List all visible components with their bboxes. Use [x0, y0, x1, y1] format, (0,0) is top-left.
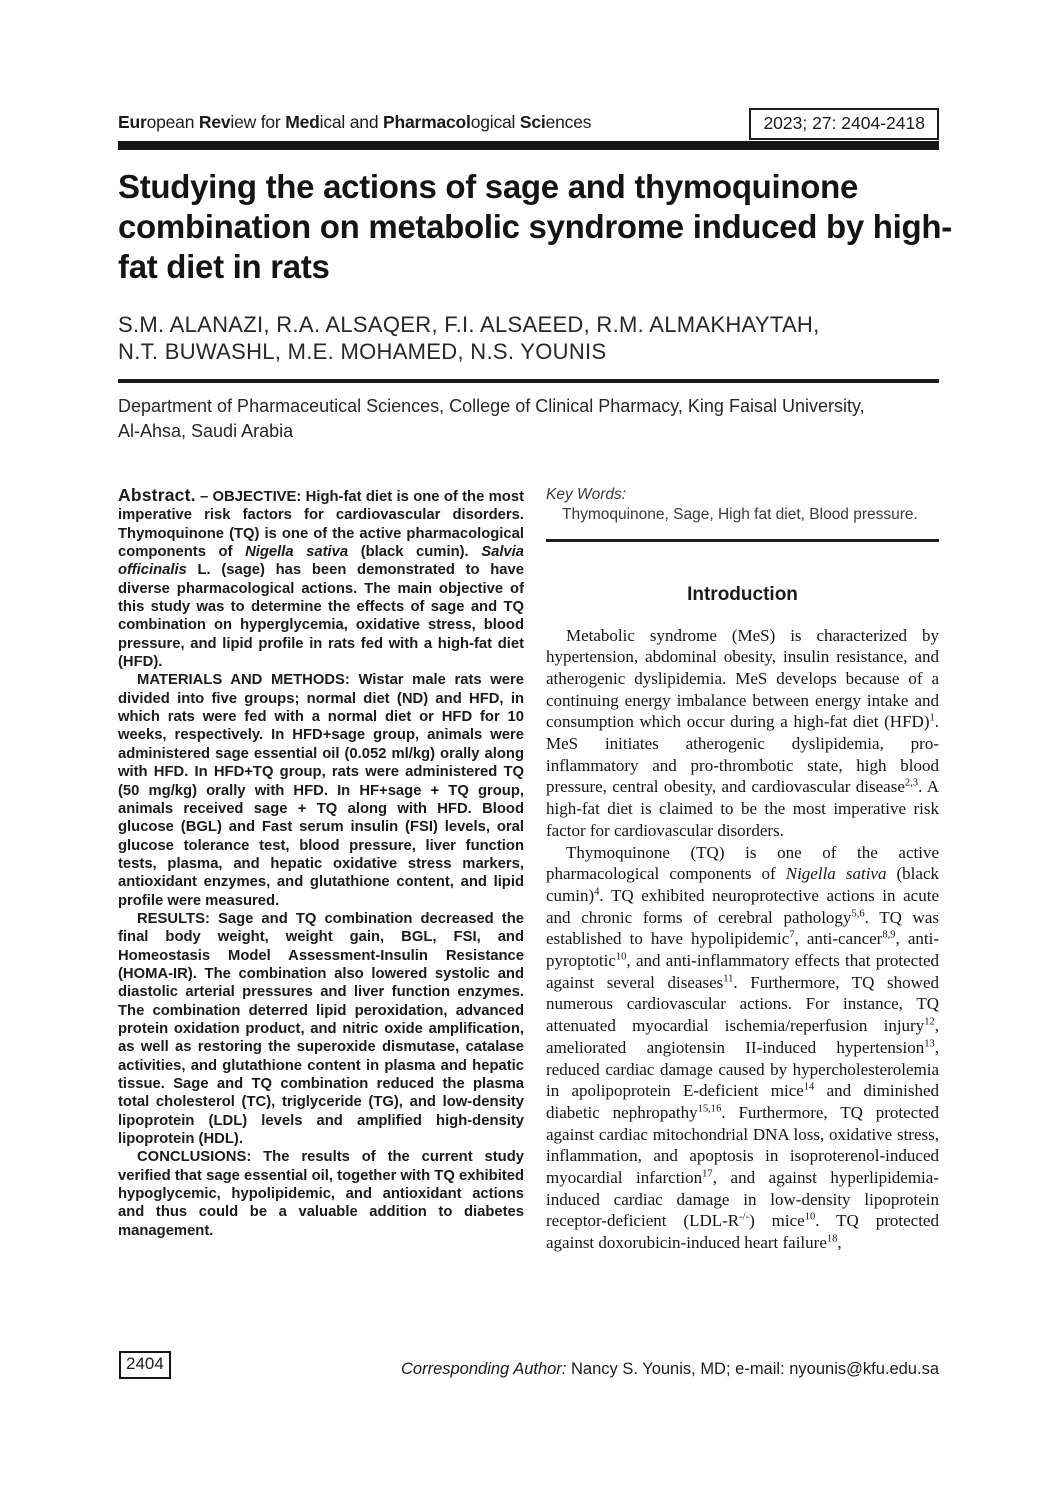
corresponding-author-text: Nancy S. Younis, MD; e-mail: nyounis@kfu.edu.sa — [570, 1360, 939, 1378]
journal-title-segment: opean — [146, 112, 199, 132]
authors-block — [118, 311, 948, 365]
abstract-heading: Abstract. — [118, 485, 196, 505]
introduction-heading: Introduction — [687, 583, 798, 605]
keywords-rule — [546, 539, 939, 542]
journal-title-segment: iew for — [230, 112, 286, 132]
journal-title-segment: Sci — [519, 112, 546, 132]
introduction-body — [546, 625, 939, 1254]
abstract-paragraph: Abstract. – OBJECTIVE: High-fat diet is one of the most imperative risk factors for cardiovascular disorders. Thymoquinone (TQ) is one of the active pharmacological components of Nigella sativa (black cumin). Salvia officinalis L. (sage) has been demonstrated to have diverse pharmacological actions. The main objective of this study was to determine the effects of sage and TQ combination on hyperglycemia, oxidative stress, blood pressure, and lipid profile in rats fed with a high-fat diet (HFD). — [118, 485, 524, 671]
corresponding-author-label: Corresponding Author: — [400, 1360, 567, 1378]
journal-title-segment: ences — [545, 112, 592, 132]
journal-title-segment: ogical — [470, 112, 520, 132]
journal-title-segment: ical and — [319, 112, 384, 132]
introduction-paragraph: Metabolic syndrome (MeS) is characterized by hypertension, abdominal obesity, insulin resistance, and atherogenic dyslipidemia. MeS develops because of a continuing energy imbalance between energy intake and consumption which occur during a high-fat diet (HFD)$^1$. MeS initiates atherogenic dyslipidemia, pro-inflammatory and pro-thrombotic state, high blood pressure, central obesity, and cardiovascular disease$^{2,3}$. A high-fat diet is claimed to be the most imperative risk factor for cardiovascular disorders. — [546, 625, 940, 840]
affiliation-line: Al-Ahsa, Saudi Arabia — [118, 421, 294, 441]
header-rule — [118, 141, 939, 150]
journal-title — [118, 112, 591, 140]
corresponding-author-line — [401, 1360, 939, 1379]
abstract-section-label: MATERIALS AND METHODS: — [137, 672, 350, 689]
issue-box: 2023; 27: 2404-2418 — [749, 108, 939, 140]
journal-title-segment: Med — [285, 112, 320, 132]
abstract-section-label: RESULTS: — [137, 910, 210, 927]
article-title: Studying the actions of sage and thymoquinone combination on metabolic syndrome induced by high-fat diet in rats — [118, 168, 952, 285]
journal-title-segment: Eur — [118, 112, 147, 132]
keywords-heading: Key Words: — [546, 486, 627, 503]
authors-line: N.T. BUWASHL, M.E. MOHAMED, N.S. YOUNIS — [118, 339, 607, 364]
abstract-section-label: OBJECTIVE: — [212, 489, 302, 505]
journal-header — [118, 108, 939, 140]
right-column — [546, 486, 939, 1254]
authors-rule — [118, 379, 939, 383]
authors-line: S.M. ALANAZI, R.A. ALSAQER, F.I. ALSAEED, R.M. ALMAKHAYTAH, — [118, 312, 820, 337]
affiliation-block — [118, 394, 948, 444]
abstract-paragraph: RESULTS: Sage and TQ combination decreased the final body weight, weight gain, BGL, FSI, and Homeostasis Model Assessment-Insulin Resistance (HOMA-IR). The combination also lowered systolic and diastolic arterial pressures and liver function enzymes. The combination deterred lipid peroxidation, advanced protein oxidation product, and nitric oxide amplification, as well as restoring the superoxide dismutase, catalase activities, and glutathione content in plasma and hepatic tissue. Sage and TQ combination reduced the plasma total cholesterol (TC), triglyceride (TG), and low-density lipoprotein (LDL) levels and amplified high-density lipoprotein (HDL). — [118, 910, 524, 1148]
journal-title-segment: Rev — [198, 112, 231, 132]
page-number-box: 2404 — [119, 1351, 171, 1379]
affiliation-line: Department of Pharmaceutical Sciences, College of Clinical Pharmacy, King Faisal University, — [118, 396, 865, 416]
keywords-text: Thymoquinone, Sage, High fat diet, Blood pressure. — [562, 506, 918, 523]
abstract-column — [118, 486, 524, 1240]
journal-title-segment: Pharmacol — [383, 112, 471, 132]
abstract-body — [118, 486, 524, 1240]
abstract-paragraph: MATERIALS AND METHODS: Wistar male rats were divided into five groups; normal diet (ND) and HFD, in which rats were fed with a normal diet or HFD for 10 weeks, respectively. In HFD+sage group, animals were administered sage essential oil (0.052 ml/kg) orally along with HFD. In HFD+TQ group, rats were administered TQ (50 mg/kg) orally with HFD. In HF+sage + TQ group, animals received sage + TQ along with HFD. Blood glucose (BGL) and Fast serum insulin (FSI) levels, oral glucose tolerance test, blood pressure, liver function tests, plasma, and hepatic oxidative stress markers, antioxidant enzymes, and glutathione content, and lipid profile were measured. — [118, 672, 524, 909]
abstract-paragraph: CONCLUSIONS: The results of the current study verified that sage essential oil, together with TQ exhibited hypoglycemic, hypolipidemic, and antioxidant actions and thus could be a valuable addition to diabetes management. — [118, 1149, 524, 1239]
abstract-section-label: CONCLUSIONS: — [137, 1149, 252, 1166]
introduction-paragraph: Thymoquinone (TQ) is one of the active pharmacological components of Nigella sativa (black cumin)$^4$. TQ exhibited neuroprotective actions in acute and chronic forms of cerebral pathology$^{5,6}$. TQ was established to have hypolipidemic$^7$, anti-cancer$^{8,9}$, anti-pyroptotic$^{10}$, and anti-inflammatory effects that protected against several diseases$^{11}$. Furthermore, TQ showed numerous cardiovascular actions. For instance, TQ attenuated myocardial ischemia/reperfusion injury$^{12}$, ameliorated angiotensin II-induced hypertension$^{13}$, reduced cardiac damage caused by hypercholesterolemia in apolipoprotein E-deficient mice$^{14}$ and diminished diabetic nephropathy$^{15,16}$. Furthermore, TQ protected against cardiac mitochondrial DNA loss, oxidative stress, inflammation, and apoptosis in isoproterenol-induced myocardial infarction$^{17}$, and against hyperlipidemia-induced cardiac damage in low-density lipoprotein receptor-deficient (LDL-R-/-) mice$^{10}$. TQ protected against doxorubicin-induced heart failure$^{18}$, — [546, 842, 940, 1253]
